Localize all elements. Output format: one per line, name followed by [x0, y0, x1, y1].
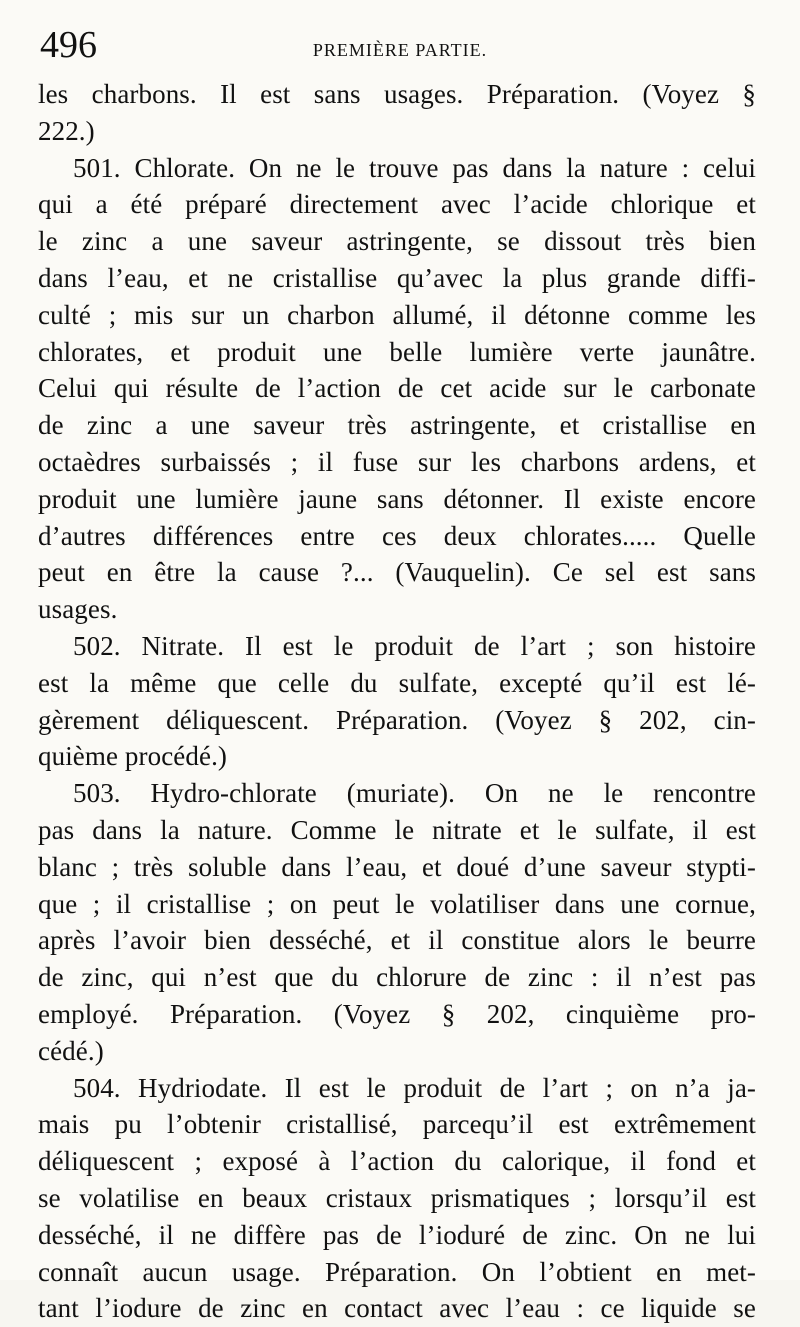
paragraph-first-line: 504. Hydriodate. Il est le produit de l’art ; on n’a ja- — [73, 1072, 756, 1103]
text-line: chlorates, et produit une belle lumière verte jaunâtre. — [38, 336, 756, 367]
text-line: les charbons. Il est sans usages. Préparation. (Voyez § — [38, 79, 756, 109]
text-line: desséché, il ne diffère pas de l’ioduré de zinc. On ne lui — [38, 1219, 756, 1250]
text-line: déliquescent ; exposé à l’action du calorique, il fond et — [38, 1146, 756, 1177]
page-header — [36, 24, 764, 70]
paragraph-first-line: 503. Hydro-chlorate (muriate). On ne le rencontre — [73, 778, 756, 809]
text-line: cédé.) — [38, 1035, 104, 1066]
text-line: que ; il cristallise ; on peut le volatiliser dans une cornue, — [38, 888, 756, 919]
text-line: de zinc a une saveur très astringente, et cristallise en — [38, 410, 756, 441]
text-line: est la même que celle du sulfate, excepté qu’il est lé- — [38, 667, 756, 698]
text-line: blanc ; très soluble dans l’eau, et doué d’une saveur stypti- — [38, 851, 756, 882]
text-line: mais pu l’obtenir cristallisé, parcequ’il est extrêmement — [38, 1109, 756, 1140]
running-head: PREMIÈRE PARTIE. — [312, 40, 488, 60]
text-line: se volatilise en beaux cristaux prismatiques ; lorsqu’il est — [38, 1182, 756, 1213]
text-line: quième procédé.) — [38, 741, 228, 772]
text-line: produit une lumière jaune sans détonner. Il existe encore — [38, 483, 756, 514]
text-line: employé. Préparation. (Voyez § 202, cinquième pro- — [38, 998, 756, 1029]
text-line: tant l’iodure de zinc en contact avec l’eau : ce liquide se — [38, 1293, 756, 1324]
text-line: de zinc, qui n’est que du chlorure de zinc : il n’est pas — [38, 962, 756, 993]
text-line: Celui qui résulte de l’action de cet acide sur le carbonate — [38, 373, 756, 404]
body-text — [38, 76, 756, 1327]
text-line: gèrement déliquescent. Préparation. (Voyez § 202, cin- — [38, 704, 756, 735]
text-line: le zinc a une saveur astringente, se dissout très bien — [38, 226, 756, 257]
text-line: connaît aucun usage. Préparation. On l’obtient en met- — [38, 1256, 756, 1287]
text-line: usages. — [38, 594, 118, 625]
text-line: d’autres différences entre ces deux chlorates..... Quelle — [38, 520, 756, 551]
text-line: après l’avoir bien desséché, et il constitue alors le beurre — [38, 925, 756, 956]
page-number: 496 — [40, 24, 97, 66]
text-line: dans l’eau, et ne cristallise qu’avec la plus grande diffi- — [38, 262, 756, 293]
paragraph-first-line: 501. Chlorate. On ne le trouve pas dans la nature : celui — [73, 152, 756, 183]
text-line: octaèdres surbaissés ; il fuse sur les charbons ardens, et — [38, 446, 756, 477]
text-line: qui a été préparé directement avec l’acide chlorique et — [38, 189, 756, 220]
text-line: pas dans la nature. Comme le nitrate et le sulfate, il est — [38, 814, 756, 845]
text-line: culté ; mis sur un charbon allumé, il détonne comme les — [38, 299, 756, 330]
text-line: 222.) — [38, 115, 95, 146]
text-line: peut en être la cause ?... (Vauquelin). Ce sel est sans — [38, 557, 756, 588]
paragraph-first-line: 502. Nitrate. Il est le produit de l’art ; son histoire — [73, 630, 756, 661]
